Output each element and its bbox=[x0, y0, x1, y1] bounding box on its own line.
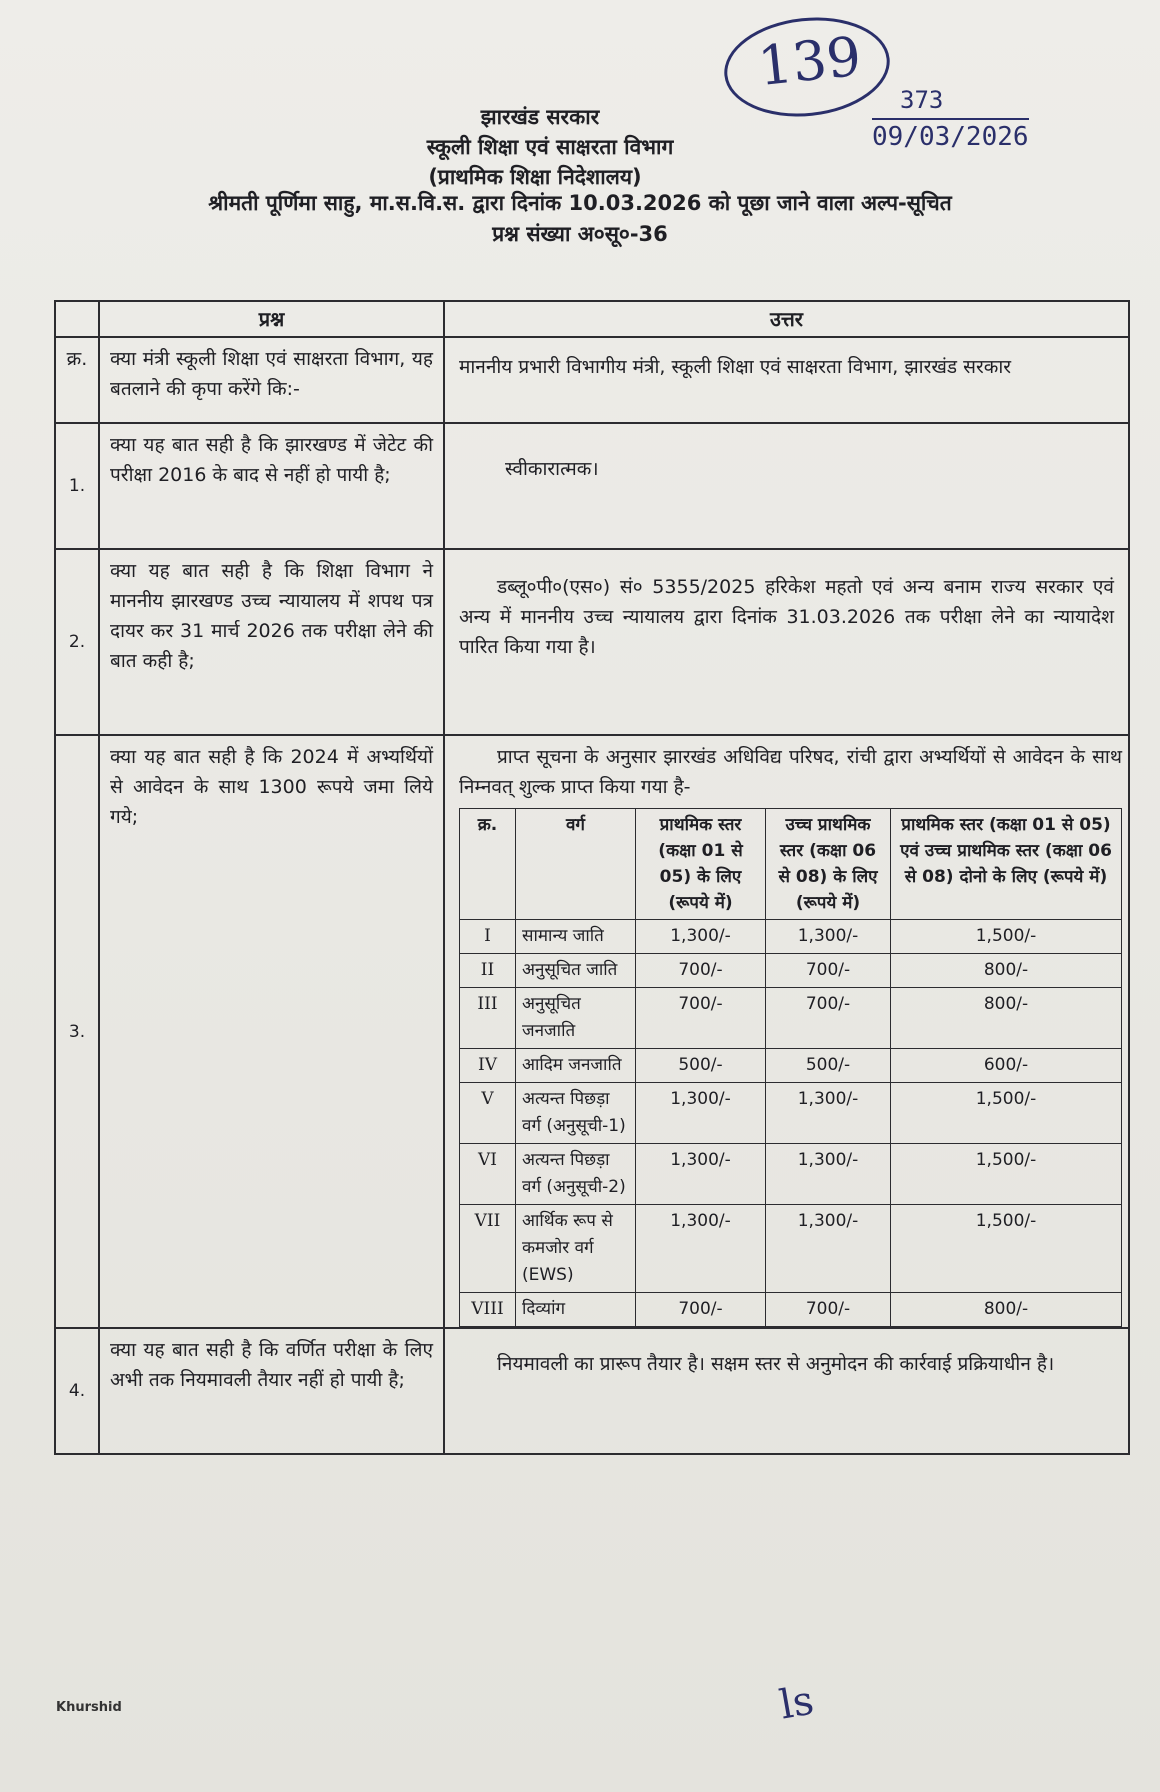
department-name: स्कूली शिक्षा एवं साक्षरता विभाग bbox=[426, 135, 674, 159]
row-question: क्या यह बात सही है कि वर्णित परीक्षा के लिए अभी तक नियमावली तैयार नहीं हो पायी है; bbox=[99, 1328, 444, 1454]
signature: ls bbox=[776, 1677, 818, 1729]
row-question: क्या यह बात सही है कि शिक्षा विभाग ने माननीय झारखण्ड उच्च न्यायालय में शपथ पत्र दायर कर 31 मार्च 2026 तक परीक्षा लेने की बात कही है; bbox=[99, 549, 444, 735]
fee-header-num: क्र. bbox=[460, 809, 516, 920]
fee-category: आर्थिक रूप से कमजोर वर्ग (EWS) bbox=[516, 1205, 636, 1293]
fee-both: 600/- bbox=[891, 1049, 1122, 1083]
row-answer: स्वीकारात्मक। bbox=[444, 423, 1129, 549]
stamp-number: 139 bbox=[754, 24, 865, 99]
fee-category: दिव्यांग bbox=[516, 1293, 636, 1327]
fee-upper: 700/- bbox=[766, 1293, 891, 1327]
directorate-name: (प्राथमिक शिक्षा निदेशालय) bbox=[428, 165, 642, 189]
intro-row bbox=[55, 337, 1129, 423]
fee-num: VI bbox=[460, 1144, 516, 1205]
question-answer-table bbox=[54, 300, 1130, 1455]
fee-row bbox=[460, 920, 1122, 954]
fee-table bbox=[459, 808, 1122, 1327]
fee-row bbox=[460, 1205, 1122, 1293]
fee-primary: 1,300/- bbox=[636, 1205, 766, 1293]
fee-num: VIII bbox=[460, 1293, 516, 1327]
fee-header-category: वर्ग bbox=[516, 809, 636, 920]
fee-primary: 700/- bbox=[636, 1293, 766, 1327]
fee-header-primary: प्राथमिक स्तर (कक्षा 01 से 05) के लिए (रूपये में) bbox=[636, 809, 766, 920]
fee-both: 800/- bbox=[891, 1293, 1122, 1327]
fee-num: I bbox=[460, 920, 516, 954]
intro-answer: माननीय प्रभारी विभागीय मंत्री, स्कूली शिक्षा एवं साक्षरता विभाग, झारखंड सरकार bbox=[444, 337, 1129, 423]
subject-line-1: श्रीमती पूर्णिमा साहु, मा.स.वि.स. द्वारा दिनांक 10.03.2026 को पूछा जाने वाला अल्प-सूचित bbox=[208, 191, 952, 215]
fee-row bbox=[460, 954, 1122, 988]
intro-question: क्या मंत्री स्कूली शिक्षा एवं साक्षरता विभाग, यह बतलाने की कृपा करेंगे कि:- bbox=[99, 337, 444, 423]
table-row bbox=[55, 1328, 1129, 1454]
row-num: 3. bbox=[55, 735, 99, 1328]
fee-row bbox=[460, 1049, 1122, 1083]
row-answer-cell bbox=[444, 735, 1129, 1328]
fee-upper: 1,300/- bbox=[766, 1144, 891, 1205]
fee-upper: 700/- bbox=[766, 954, 891, 988]
fee-num: IV bbox=[460, 1049, 516, 1083]
fee-both: 1,500/- bbox=[891, 1205, 1122, 1293]
fee-primary: 1,300/- bbox=[636, 920, 766, 954]
row-answer: नियमावली का प्रारूप तैयार है। सक्षम स्तर से अनुमोदन की कार्रवाई प्रक्रियाधीन है। bbox=[444, 1328, 1129, 1454]
govt-name: झारखंड सरकार bbox=[480, 105, 600, 129]
fee-primary: 700/- bbox=[636, 988, 766, 1049]
fee-header-both: प्राथमिक स्तर (कक्षा 01 से 05) एवं उच्च प्राथमिक स्तर (कक्षा 06 से 08) दोनो के लिए (रूपये में) bbox=[891, 809, 1122, 920]
fee-num: V bbox=[460, 1083, 516, 1144]
fee-both: 800/- bbox=[891, 954, 1122, 988]
fee-upper: 1,300/- bbox=[766, 1205, 891, 1293]
fee-both: 1,500/- bbox=[891, 1083, 1122, 1144]
fee-primary: 1,300/- bbox=[636, 1083, 766, 1144]
fee-num: III bbox=[460, 988, 516, 1049]
fee-both: 800/- bbox=[891, 988, 1122, 1049]
table-header-row bbox=[55, 301, 1129, 337]
row-num: 4. bbox=[55, 1328, 99, 1454]
fee-row bbox=[460, 1144, 1122, 1205]
row-question: क्या यह बात सही है कि 2024 में अभ्यर्थियों से आवेदन के साथ 1300 रूपये जमा लिये गये; bbox=[99, 735, 444, 1328]
table-row bbox=[55, 423, 1129, 549]
intro-num: क्र. bbox=[55, 337, 99, 423]
row-answer: प्राप्त सूचना के अनुसार झारखंड अधिविद्य परिषद, रांची द्वारा अभ्यर्थियों से आवेदन के साथ निम्नवत् शुल्क प्राप्त किया गया है- bbox=[459, 746, 1122, 798]
fee-header-upper: उच्च प्राथमिक स्तर (कक्षा 06 से 08) के लिए (रूपये में) bbox=[766, 809, 891, 920]
fee-num: II bbox=[460, 954, 516, 988]
header-answer: उत्तर bbox=[444, 301, 1129, 337]
inward-date: 09/03/2026 bbox=[872, 118, 1029, 152]
fee-primary: 500/- bbox=[636, 1049, 766, 1083]
fee-row bbox=[460, 1083, 1122, 1144]
fee-category: सामान्य जाति bbox=[516, 920, 636, 954]
fee-category: अनुसूचित जाति bbox=[516, 954, 636, 988]
header-question: प्रश्न bbox=[99, 301, 444, 337]
fee-upper: 500/- bbox=[766, 1049, 891, 1083]
typist-initials: Khurshid bbox=[56, 1700, 122, 1715]
fee-primary: 1,300/- bbox=[636, 1144, 766, 1205]
fee-upper: 1,300/- bbox=[766, 1083, 891, 1144]
table-row bbox=[55, 549, 1129, 735]
inward-number: 373 bbox=[900, 86, 944, 114]
fee-row bbox=[460, 988, 1122, 1049]
fee-both: 1,500/- bbox=[891, 1144, 1122, 1205]
row-num: 1. bbox=[55, 423, 99, 549]
fee-num: VII bbox=[460, 1205, 516, 1293]
letterhead bbox=[0, 102, 1160, 192]
header-num-cell bbox=[55, 301, 99, 337]
row-question: क्या यह बात सही है कि झारखण्ड में जेटेट की परीक्षा 2016 के बाद से नहीं हो पायी है; bbox=[99, 423, 444, 549]
fee-category: आदिम जनजाति bbox=[516, 1049, 636, 1083]
subject-line-2: प्रश्न संख्या अ०सू०-36 bbox=[492, 222, 668, 246]
fee-upper: 1,300/- bbox=[766, 920, 891, 954]
fee-header-row bbox=[460, 809, 1122, 920]
fee-category: अत्यन्त पिछड़ा वर्ग (अनुसूची-1) bbox=[516, 1083, 636, 1144]
row-answer: डब्लू०पी०(एस०) सं० 5355/2025 हरिकेश महतो एवं अन्य बनाम राज्य सरकार एवं अन्य में माननीय उच्च न्यायालय द्वारा दिनांक 31.03.2026 तक परीक्षा लेने का न्यायादेश पारित किया गया है। bbox=[444, 549, 1129, 735]
fee-upper: 700/- bbox=[766, 988, 891, 1049]
row-num: 2. bbox=[55, 549, 99, 735]
fee-category: अत्यन्त पिछड़ा वर्ग (अनुसूची-2) bbox=[516, 1144, 636, 1205]
fee-category: अनुसूचित जनजाति bbox=[516, 988, 636, 1049]
fee-row bbox=[460, 1293, 1122, 1327]
table-row bbox=[55, 735, 1129, 1328]
fee-primary: 700/- bbox=[636, 954, 766, 988]
subject bbox=[60, 188, 1100, 250]
fee-both: 1,500/- bbox=[891, 920, 1122, 954]
